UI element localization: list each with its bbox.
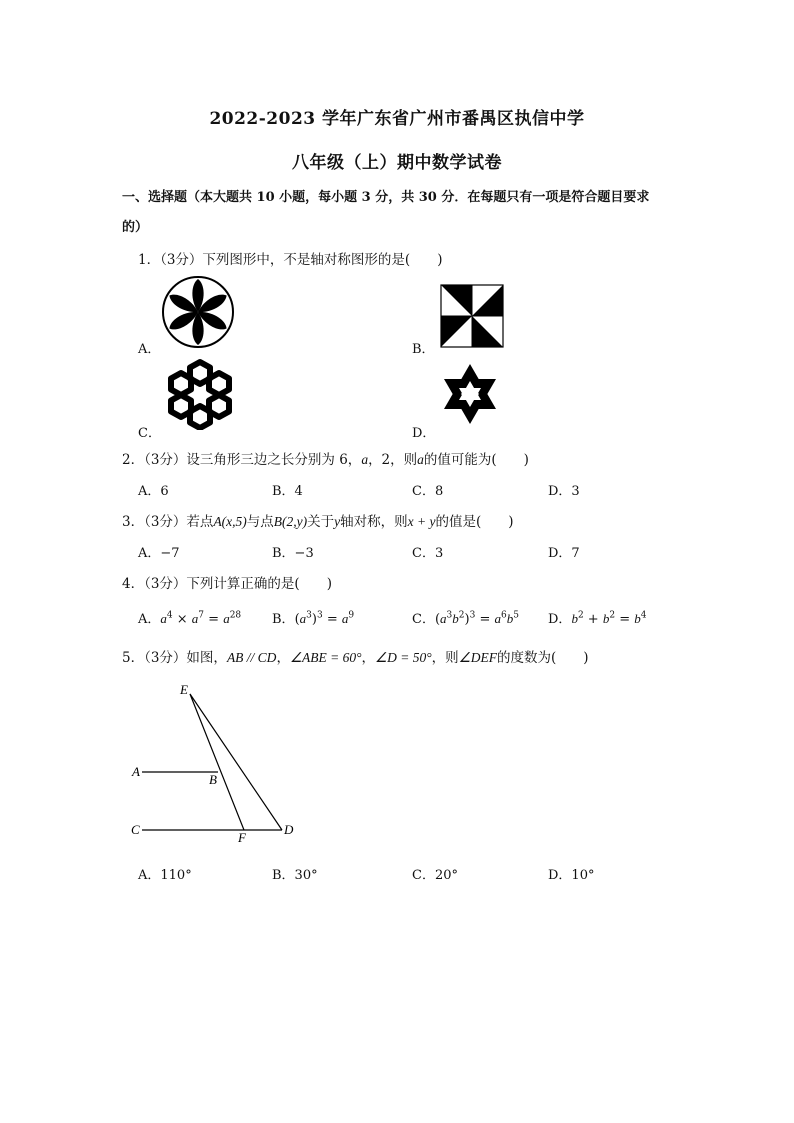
q1-option-c-label: C． <box>138 426 161 441</box>
label-e: E <box>180 682 188 697</box>
section-heading-cont: 的） <box>122 220 149 235</box>
page-title: 2022-2023 学年广东省广州市番禺区执信中学 <box>209 109 585 129</box>
section-heading: 一、选择题（本大题共 10 小题，每小题 3 分，共 30 分．在每题只有一项是符合题目要求 <box>122 190 650 205</box>
q4-option-b: B．$(a^3)^3 = a^9$ <box>272 610 355 627</box>
q1-option-b-label: B． <box>412 342 435 357</box>
hexagon-ring-figure <box>160 358 240 430</box>
q3-option-a: A．−7 <box>138 546 180 561</box>
q3-option-d: D．7 <box>548 546 580 561</box>
question-3-stem: 3．（3分）若点A(x,5)与点B(2,y)关于y轴对称，则x + y的值是( ) <box>122 514 514 530</box>
q1-option-a-label: A． <box>138 342 161 357</box>
q2-option-d: D．3 <box>548 484 580 499</box>
six-point-star-figure <box>438 362 502 426</box>
q2-option-a: A．6 <box>138 484 169 499</box>
question-1-stem: 1．（3分）下列图形中，不是轴对称图形的是( ) <box>138 252 443 268</box>
q1-option-d-label: D． <box>412 426 436 441</box>
label-a: A <box>132 764 140 779</box>
label-b: B <box>209 772 217 787</box>
parallel-lines-figure <box>120 676 320 848</box>
question-5-stem: 5．（3分）如图，AB // CD，∠ABE = 60°，∠D = 50°，则∠DEF的度数为( ) <box>122 650 589 666</box>
label-d: D <box>284 822 294 837</box>
question-2-stem: 2．（3分）设三角形三边之长分别为 6，a，2，则a的值可能为( ) <box>122 452 529 468</box>
label-f: F <box>238 830 246 845</box>
q4-option-d: D．$b^2 + b^2 = b^4$ <box>548 610 647 627</box>
flower-figure <box>160 274 236 350</box>
question-4-stem: 4．（3分）下列计算正确的是( ) <box>122 576 332 592</box>
q5-option-d: D．10° <box>548 868 595 883</box>
q5-option-b: B．30° <box>272 868 318 883</box>
q3-option-c: C．3 <box>412 546 444 561</box>
q4-option-c: C．$(a^3b^2)^3 = a^6b^5$ <box>412 610 519 627</box>
pinwheel-figure <box>440 284 504 348</box>
page-subtitle: 八年级（上）期中数学试卷 <box>292 153 502 173</box>
q5-option-a: A．110° <box>138 868 192 883</box>
label-c: C <box>131 822 140 837</box>
q4-option-a: A．$a^4 \times a^7 = a^{28}$ <box>138 610 242 627</box>
q5-option-c: C．20° <box>412 868 458 883</box>
q2-option-c: C．8 <box>412 484 444 499</box>
q3-option-b: B．−3 <box>272 546 314 561</box>
q2-option-b: B．4 <box>272 484 303 499</box>
